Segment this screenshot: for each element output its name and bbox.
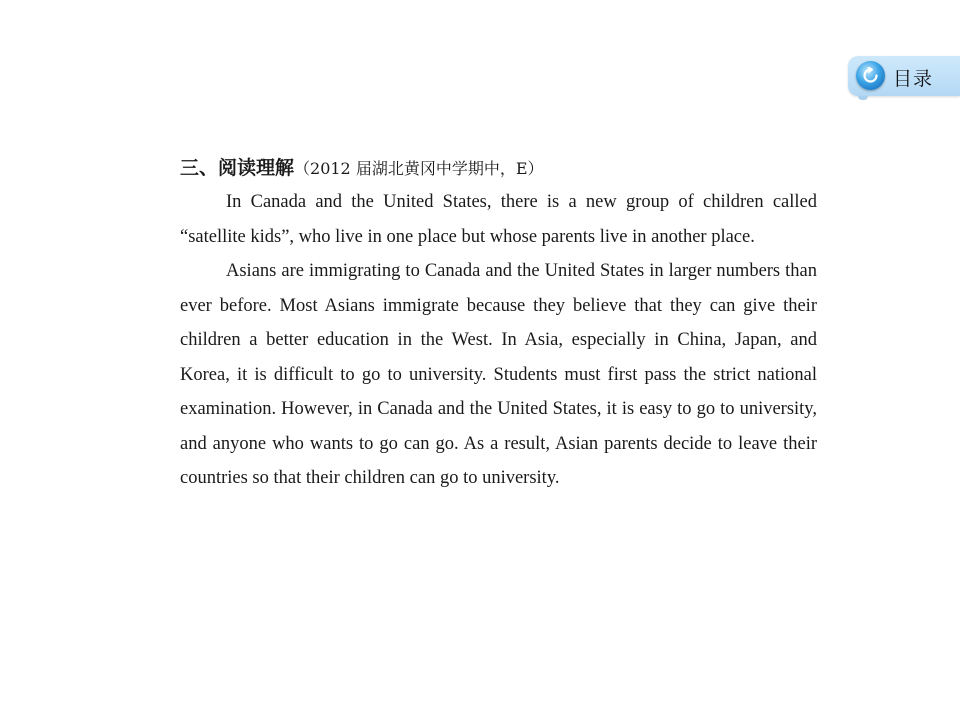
table-of-contents-label: 目录 [893, 68, 934, 90]
section-source: （2012 届湖北黄冈中学期中，E） [294, 159, 544, 178]
passage-paragraph-1: In Canada and the United States, there is a new group of children called “satellite kids”, who live in one place but whose parents live in another place. [180, 192, 817, 247]
refresh-circle-icon [856, 61, 885, 90]
section-heading [180, 152, 817, 185]
table-of-contents-button[interactable] [848, 56, 960, 96]
section-title: 三、阅读理解 [180, 157, 295, 179]
reading-section [180, 152, 817, 496]
passage-paragraph-2: Asians are immigrating to Canada and the United States in larger numbers than ever before. Most Asians immigrate because they believe that they can give their children a better education in the West. In Asia, especially in China, Japan, and Korea, it is difficult to go to university. Students must first pass the strict national examination. However, in Canada and the United States, it is easy to go to university, and anyone who wants to go can go. As a result, Asian parents decide to leave their countries so that their children can go to university. [180, 261, 817, 488]
